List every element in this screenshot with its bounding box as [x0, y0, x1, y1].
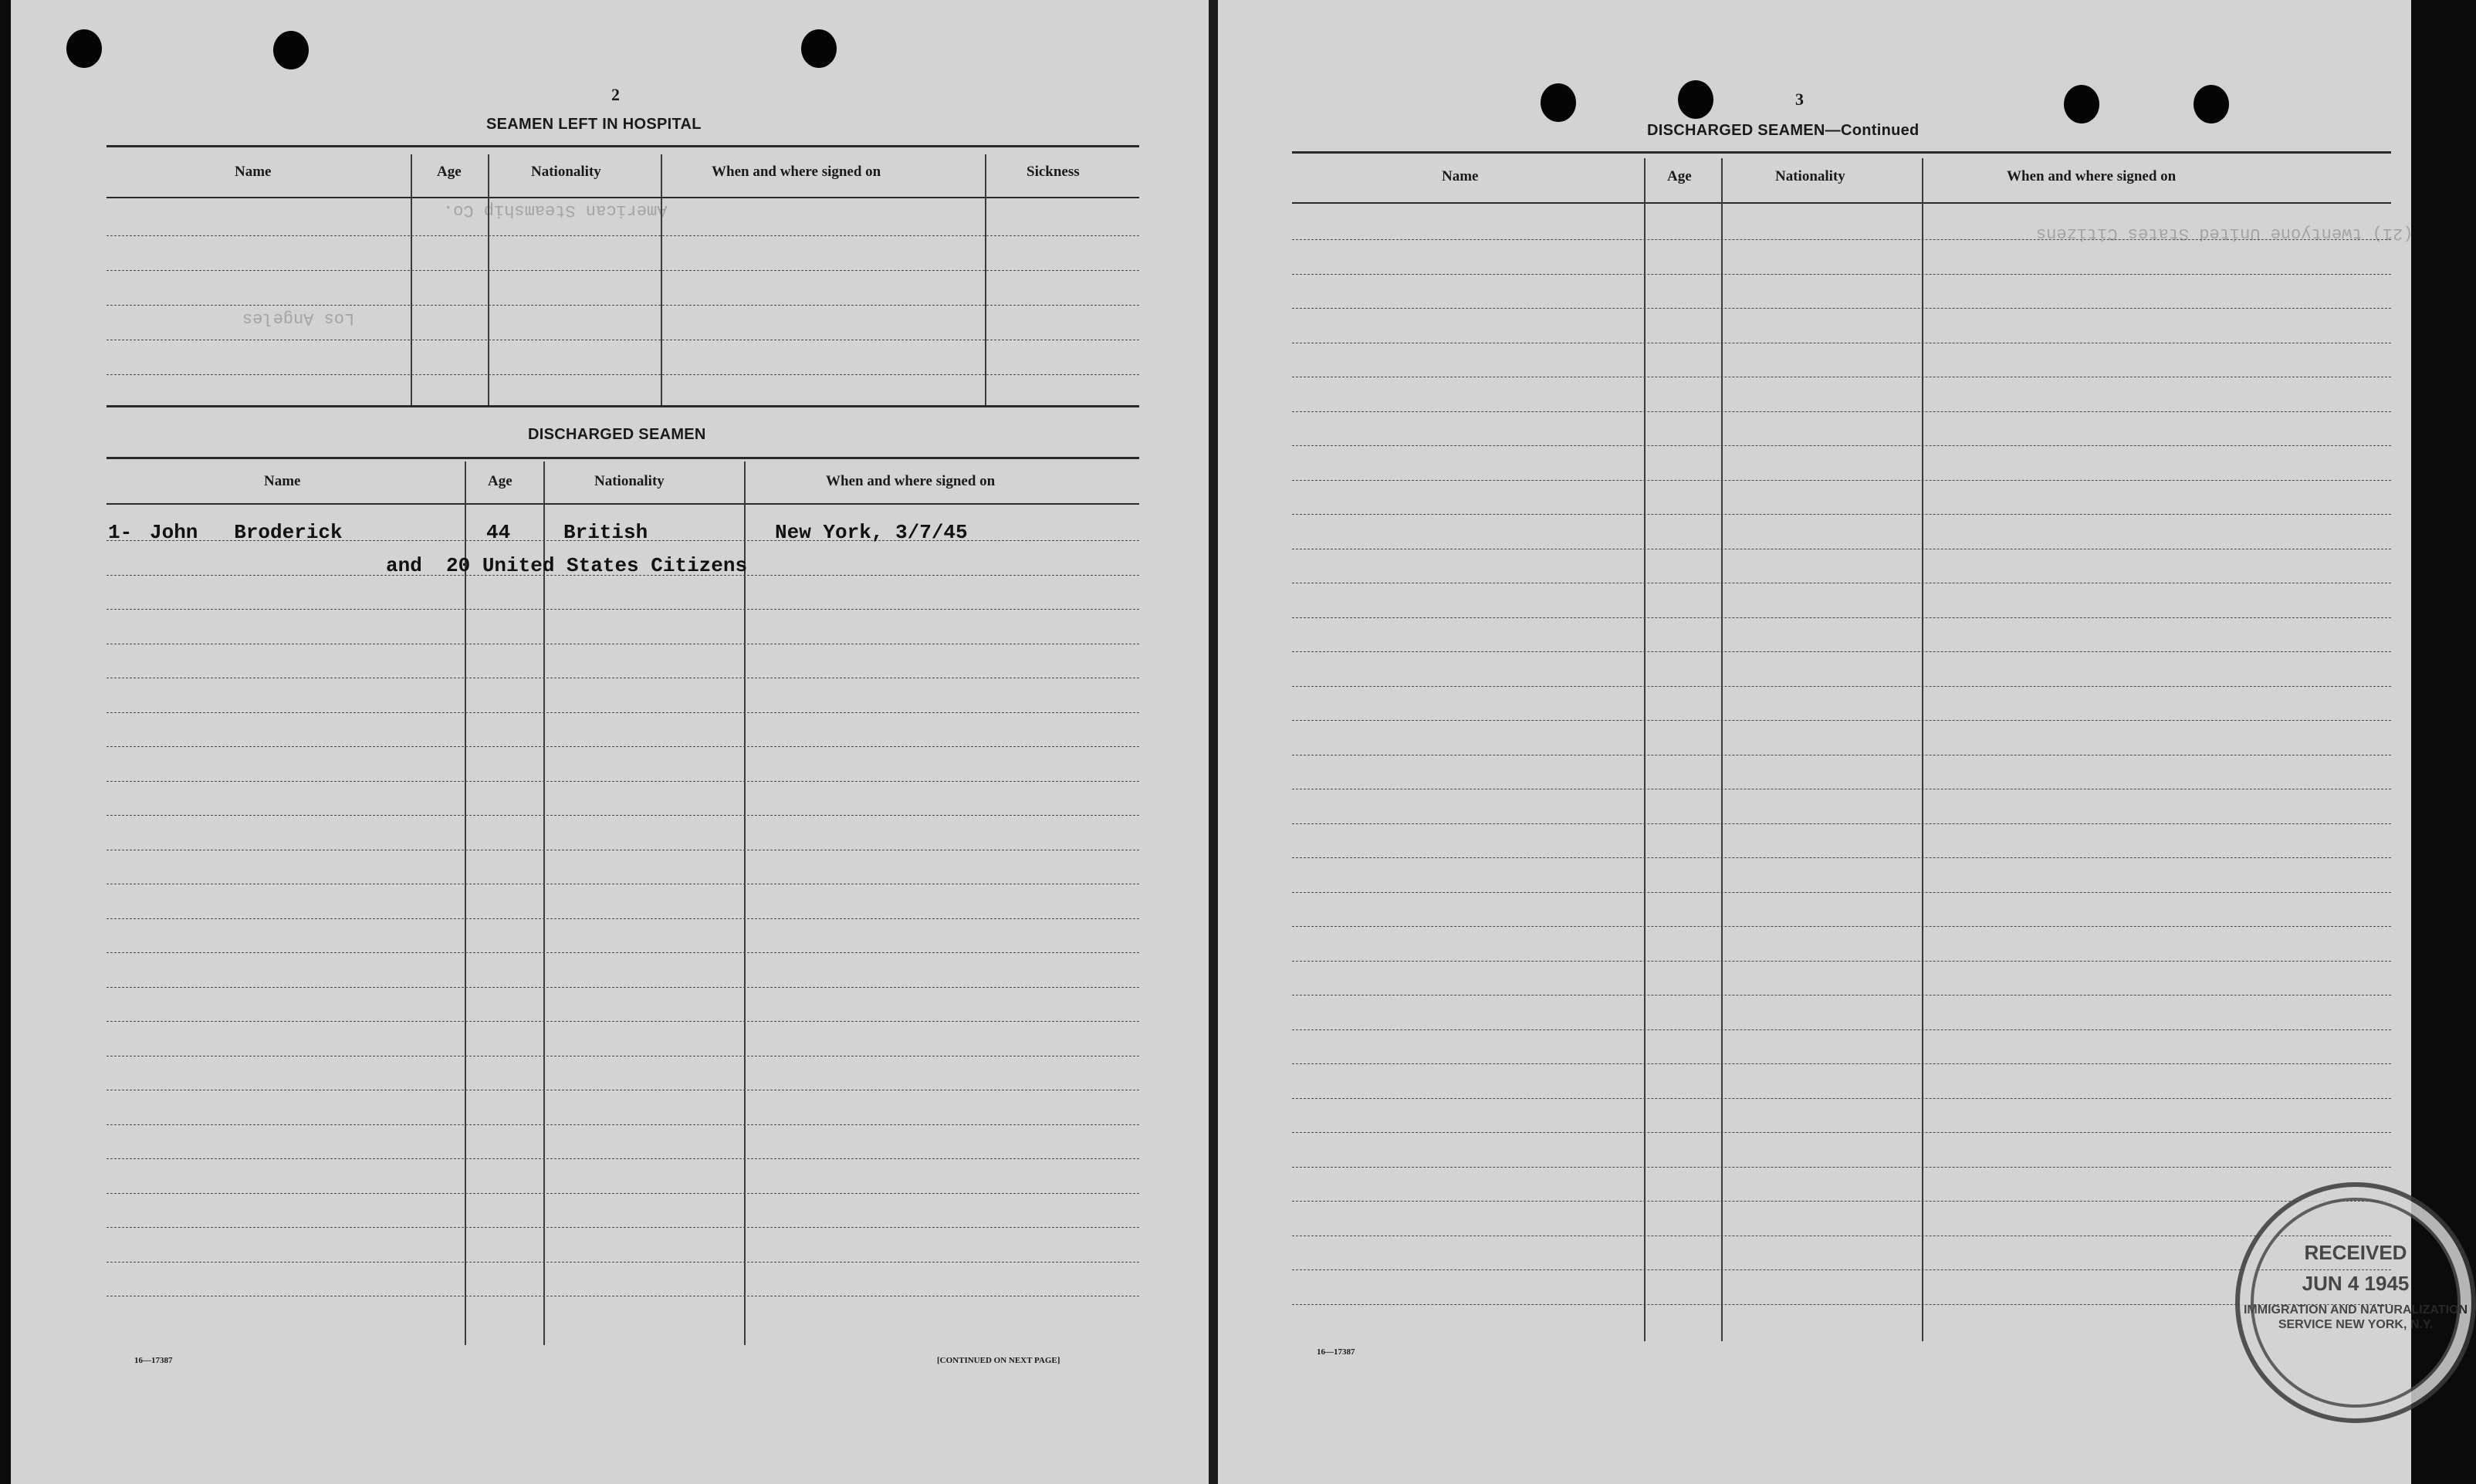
page-number: 3 [1795, 90, 1804, 109]
punch-hole [66, 29, 102, 68]
discharged-col-divider [744, 461, 746, 1345]
hospital-col-sickness: Sickness [1027, 164, 1080, 180]
hospital-col-divider [985, 154, 986, 405]
row-rule [1292, 995, 2391, 996]
received-stamp [2235, 1182, 2476, 1423]
hospital-col-divider [411, 154, 412, 405]
row-rule [1292, 308, 2391, 309]
row-rule [1292, 651, 2391, 652]
row-rule [1292, 1098, 2391, 1099]
left-page [11, 0, 1209, 1484]
discharged-col-name: Name [264, 473, 301, 489]
row-rule [107, 1193, 1139, 1194]
right-col-age: Age [1667, 168, 1692, 184]
row-rule [1292, 1201, 2391, 1202]
entry-summary-line: and 20 United States Citizens [386, 554, 748, 577]
page-spine [1209, 0, 1218, 1484]
discharged-section-title: DISCHARGED SEAMEN [528, 426, 706, 443]
discharged-col-age: Age [488, 473, 512, 489]
discharged-col-divider [465, 461, 466, 1345]
right-header-rule [1292, 202, 2391, 204]
row-rule [107, 952, 1139, 953]
hospital-col-divider [488, 154, 489, 405]
row-rule [1292, 892, 2391, 893]
hospital-col-signed-on: When and where signed on [712, 164, 881, 180]
punch-hole [1541, 83, 1576, 122]
punch-hole [2194, 85, 2229, 123]
hospital-row-rule [107, 235, 1139, 236]
discharged-header-rule [107, 503, 1139, 505]
bleed-through-text: (21) twentyone United States Citizens [2036, 224, 2413, 243]
hospital-col-age: Age [437, 164, 462, 180]
hospital-row-rule [107, 305, 1139, 306]
row-rule [107, 781, 1139, 782]
row-rule [107, 1262, 1139, 1263]
row-rule [107, 815, 1139, 816]
row-rule [1292, 274, 2391, 275]
hospital-section-title: SEAMEN LEFT IN HOSPITAL [486, 116, 702, 133]
row-rule [1292, 857, 2391, 858]
row-rule [1292, 617, 2391, 618]
row-rule [1292, 720, 2391, 721]
row-rule [1292, 1167, 2391, 1168]
row-rule [107, 609, 1139, 610]
right-page [1218, 0, 2468, 1484]
hospital-row-rule [107, 374, 1139, 375]
row-rule [1292, 755, 2391, 756]
bleed-through-text: American Steamship Co. [443, 201, 668, 220]
punch-hole [801, 29, 837, 68]
hospital-top-rule [107, 145, 1139, 147]
discharged-continued-title: DISCHARGED SEAMEN—Continued [1647, 122, 1920, 139]
punch-hole [2064, 85, 2099, 123]
hospital-col-name: Name [235, 164, 272, 180]
discharged-col-divider [543, 461, 545, 1345]
row-rule [1292, 926, 2391, 927]
entry-nationality: British [563, 521, 648, 544]
page-number: 2 [611, 85, 620, 104]
stamp-date: JUN 4 1945 [2302, 1272, 2410, 1295]
row-rule [1292, 1304, 2391, 1305]
row-rule [107, 987, 1139, 988]
row-rule [107, 1124, 1139, 1125]
row-rule [1292, 239, 2391, 240]
entry-age: 44 [486, 521, 511, 544]
row-rule [1292, 514, 2391, 515]
row-rule [1292, 445, 2391, 446]
punch-hole [273, 31, 309, 69]
row-rule [107, 1021, 1139, 1022]
form-number: 16—17387 [134, 1356, 173, 1365]
discharged-col-nationality: Nationality [594, 473, 665, 489]
entry-signed-on: New York, 3/7/45 [775, 521, 968, 544]
hospital-col-nationality: Nationality [531, 164, 601, 180]
row-rule [1292, 686, 2391, 687]
discharged-col-signed-on: When and where signed on [826, 473, 996, 489]
row-rule [1292, 1269, 2391, 1270]
right-col-divider [1721, 158, 1723, 1341]
discharged-top-rule [107, 457, 1139, 459]
row-rule [1292, 480, 2391, 481]
row-rule [1292, 961, 2391, 962]
right-col-name: Name [1442, 168, 1479, 184]
right-top-rule [1292, 151, 2391, 154]
row-rule [1292, 1029, 2391, 1030]
hospital-bottom-rule [107, 405, 1139, 407]
entry-number: 1- [108, 521, 133, 544]
row-rule [1292, 1063, 2391, 1064]
form-number: 16—17387 [1317, 1347, 1355, 1357]
row-rule [1292, 411, 2391, 412]
hospital-col-divider [661, 154, 662, 405]
continued-note: [CONTINUED ON NEXT PAGE] [937, 1356, 1060, 1365]
right-col-divider [1644, 158, 1646, 1341]
row-rule [1292, 823, 2391, 824]
stamp-agency: IMMIGRATION AND NATURALIZATION SERVICE NEW YORK, N.Y. [2243, 1303, 2468, 1331]
row-rule [107, 746, 1139, 747]
row-rule [107, 1158, 1139, 1159]
bleed-through-text: Los Angeles [242, 309, 355, 328]
row-rule [107, 1227, 1139, 1228]
row-rule [107, 918, 1139, 919]
right-col-divider [1922, 158, 1923, 1341]
entry-name: John Broderick [150, 521, 343, 544]
right-col-signed-on: When and where signed on [2007, 168, 2177, 184]
row-rule [107, 712, 1139, 713]
hospital-row-rule [107, 270, 1139, 271]
stamp-received: RECEIVED [2304, 1241, 2407, 1264]
right-col-nationality: Nationality [1775, 168, 1845, 184]
punch-hole [1678, 80, 1713, 119]
row-rule [1292, 1132, 2391, 1133]
